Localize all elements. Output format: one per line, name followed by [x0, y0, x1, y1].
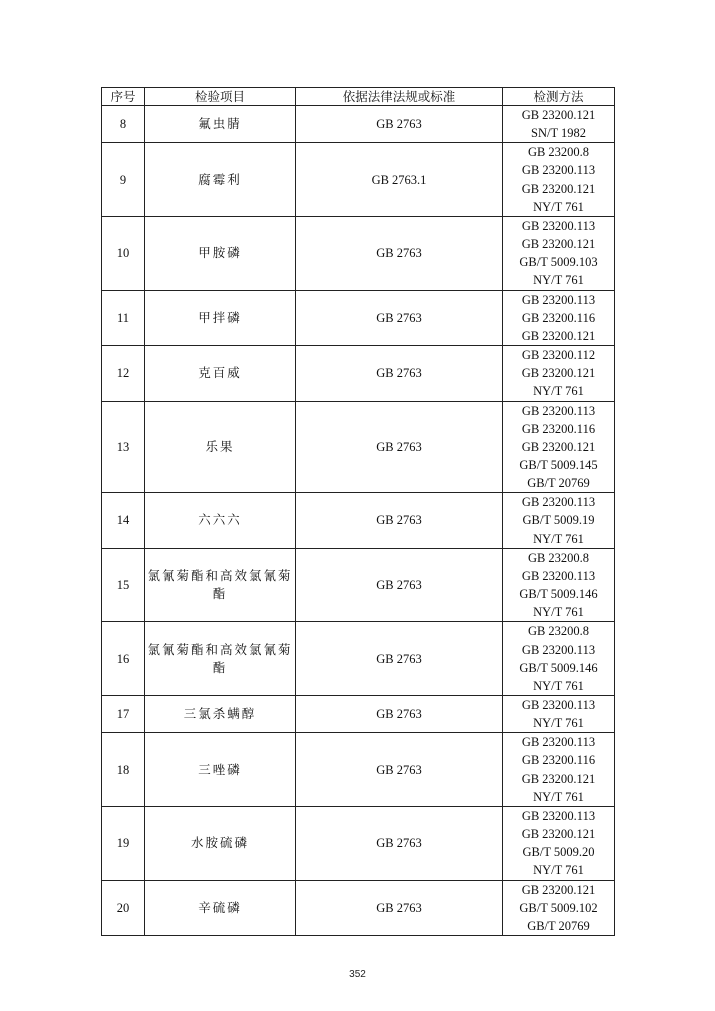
legal-basis: GB 2763 — [296, 622, 503, 696]
test-method: GB 23200.113 — [521, 642, 596, 657]
inspection-item: 辛硫磷 — [145, 880, 296, 935]
test-method: GB 23200.8 — [527, 145, 590, 160]
test-method: NY/T 761 — [533, 199, 584, 214]
test-methods — [503, 696, 615, 733]
test-method: GB 23200.113 — [521, 568, 596, 583]
test-method: GB 23200.121 — [521, 181, 596, 196]
test-method: GB 23200.113 — [521, 698, 596, 712]
test-method: GB 23200.116 — [521, 753, 596, 768]
legal-basis: GB 2763 — [296, 290, 503, 345]
page-number: 352 — [349, 969, 366, 980]
row-number: 12 — [102, 346, 145, 401]
table-row — [102, 401, 615, 493]
test-method: GB 23200.116 — [521, 310, 596, 325]
test-methods — [503, 806, 615, 880]
row-number: 8 — [102, 106, 145, 143]
row-number: 10 — [102, 216, 145, 290]
test-method: NY/T 761 — [533, 716, 584, 731]
test-method: NY/T 761 — [533, 605, 584, 620]
inspection-item: 氟虫腈 — [145, 106, 296, 143]
test-methods — [503, 106, 615, 143]
inspection-item: 六六六 — [145, 493, 296, 548]
test-method: GB 23200.121 — [521, 439, 596, 454]
test-method: GB 23200.121 — [521, 108, 596, 122]
table-row — [102, 696, 615, 733]
test-methods — [503, 622, 615, 696]
table-row — [102, 733, 615, 807]
test-methods — [503, 733, 615, 807]
table-row — [102, 143, 615, 217]
inspection-item: 腐霉利 — [145, 143, 296, 217]
table-row — [102, 346, 615, 401]
row-number: 18 — [102, 733, 145, 807]
test-method: GB/T 5009.146 — [519, 660, 598, 675]
row-number: 14 — [102, 493, 145, 548]
test-methods — [503, 143, 615, 217]
legal-basis: GB 2763 — [296, 548, 503, 622]
test-method: GB 23200.121 — [521, 771, 596, 786]
test-method: GB 23200.121 — [521, 827, 596, 842]
row-number: 19 — [102, 806, 145, 880]
test-method: GB/T 5009.145 — [519, 457, 598, 472]
legal-basis: GB 2763 — [296, 696, 503, 733]
test-method: GB 23200.8 — [527, 550, 590, 565]
test-method: GB 23200.112 — [521, 348, 596, 363]
test-method: NY/T 761 — [533, 273, 584, 288]
test-method: GB 23200.113 — [521, 292, 596, 307]
row-number: 13 — [102, 401, 145, 493]
test-methods — [503, 493, 615, 548]
test-method: GB 23200.116 — [521, 421, 596, 436]
inspection-item: 水胺硫磷 — [145, 806, 296, 880]
legal-basis: GB 2763 — [296, 806, 503, 880]
test-method: GB 23200.113 — [521, 495, 596, 510]
legal-basis: GB 2763 — [296, 216, 503, 290]
legal-basis: GB 2763 — [296, 106, 503, 143]
test-method: GB/T 20769 — [527, 918, 590, 933]
test-method: NY/T 761 — [533, 384, 584, 399]
table-body — [102, 106, 615, 936]
test-method: SN/T 1982 — [531, 126, 586, 141]
row-number: 15 — [102, 548, 145, 622]
table-header-row — [102, 88, 615, 106]
table-row — [102, 806, 615, 880]
header-no: 序号 — [102, 88, 145, 106]
header-method: 检测方法 — [503, 88, 615, 106]
test-method: GB 23200.113 — [521, 808, 596, 823]
test-method: GB/T 5009.103 — [519, 255, 598, 270]
test-method: GB 23200.113 — [521, 403, 596, 418]
test-method: NY/T 761 — [533, 531, 584, 546]
test-method: GB/T 5009.19 — [522, 513, 595, 528]
inspection-item: 三氯杀螨醇 — [145, 696, 296, 733]
inspection-item: 乐果 — [145, 401, 296, 493]
test-method: GB/T 5009.20 — [522, 845, 595, 860]
legal-basis: GB 2763 — [296, 493, 503, 548]
test-method: GB 23200.121 — [521, 882, 596, 897]
header-basis: 依据法律法规或标准 — [296, 88, 503, 106]
test-method: GB 23200.113 — [521, 163, 596, 178]
inspection-item: 甲拌磷 — [145, 290, 296, 345]
inspection-item: 克百威 — [145, 346, 296, 401]
row-number: 9 — [102, 143, 145, 217]
inspection-item: 三唑磷 — [145, 733, 296, 807]
table-row — [102, 216, 615, 290]
test-method: GB 23200.121 — [521, 237, 596, 252]
table-row — [102, 880, 615, 935]
inspection-item: 氯氰菊酯和高效氯氰菊酯 — [145, 622, 296, 696]
legal-basis: GB 2763 — [296, 401, 503, 493]
test-method: GB 23200.8 — [527, 624, 590, 639]
test-methods — [503, 401, 615, 493]
table-row — [102, 290, 615, 345]
legal-basis: GB 2763 — [296, 880, 503, 935]
table-row — [102, 622, 615, 696]
test-method: GB/T 5009.146 — [519, 587, 598, 602]
test-method: GB 23200.113 — [521, 218, 596, 233]
test-methods — [503, 346, 615, 401]
header-item: 检验项目 — [145, 88, 296, 106]
test-methods — [503, 880, 615, 935]
inspection-item: 氯氰菊酯和高效氯氰菊酯 — [145, 548, 296, 622]
standards-table — [101, 87, 615, 936]
row-number: 11 — [102, 290, 145, 345]
test-methods — [503, 216, 615, 290]
row-number: 16 — [102, 622, 145, 696]
table-row — [102, 106, 615, 143]
table-row — [102, 548, 615, 622]
test-method: GB 23200.121 — [521, 328, 596, 343]
test-methods — [503, 290, 615, 345]
test-method: NY/T 761 — [533, 789, 584, 804]
test-methods — [503, 548, 615, 622]
row-number: 20 — [102, 880, 145, 935]
legal-basis: GB 2763 — [296, 733, 503, 807]
test-method: NY/T 761 — [533, 678, 584, 693]
row-number: 17 — [102, 696, 145, 733]
test-method: NY/T 761 — [533, 863, 584, 878]
legal-basis: GB 2763 — [296, 346, 503, 401]
legal-basis: GB 2763.1 — [296, 143, 503, 217]
test-method: GB 23200.113 — [521, 735, 596, 750]
table-row — [102, 493, 615, 548]
test-method: GB 23200.121 — [521, 366, 596, 381]
test-method: GB/T 5009.102 — [519, 900, 598, 915]
inspection-item: 甲胺磷 — [145, 216, 296, 290]
test-method: GB/T 20769 — [527, 476, 590, 491]
